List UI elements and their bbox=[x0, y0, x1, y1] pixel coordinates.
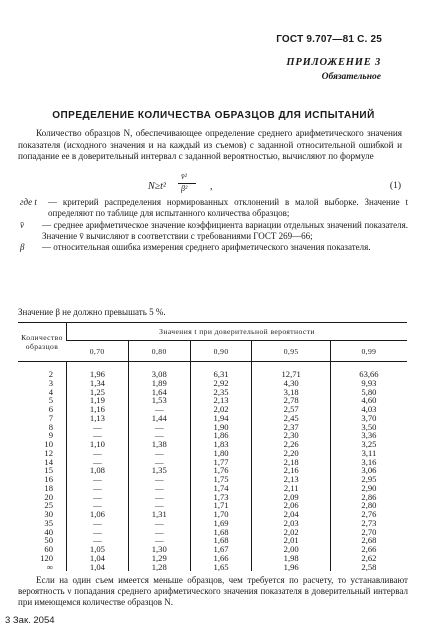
t-value-cell: 2,04 bbox=[252, 510, 330, 519]
t-value-cell: — bbox=[67, 519, 129, 528]
t-value-cell: 1,06 bbox=[67, 510, 129, 519]
t-value-cell: — bbox=[128, 528, 190, 537]
t-value-cell: 2,95 bbox=[330, 475, 407, 484]
t-value-cell: 9,93 bbox=[330, 379, 407, 388]
t-value-cell: — bbox=[128, 449, 190, 458]
t-value-cell: 1,28 bbox=[128, 563, 190, 572]
sample-count-cell: 9 bbox=[48, 430, 53, 441]
t-value-cell: 1,74 bbox=[190, 484, 252, 493]
t-value-cell: 1,25 bbox=[67, 388, 129, 397]
t-value-cell: 2,35 bbox=[190, 388, 252, 397]
t-value-cell: — bbox=[128, 405, 190, 414]
definition-text: — критерий распределения нормированных отклонений в малой выборке. Значение t определяют по таблице для испытанного количества образцов; bbox=[48, 197, 408, 219]
sample-count-cell: 8 bbox=[48, 421, 53, 432]
definition-item bbox=[18, 220, 408, 243]
t-value-cell: — bbox=[128, 458, 190, 467]
t-value-cell: 1,05 bbox=[67, 545, 129, 554]
sample-count-cell: 50 bbox=[44, 535, 53, 546]
t-value-cell: 2,11 bbox=[252, 484, 330, 493]
print-order-note: 3 Зак. 2054 bbox=[5, 615, 55, 626]
t-value-cell: 1,04 bbox=[67, 563, 129, 572]
formula-number: (1) bbox=[389, 181, 401, 191]
col-header-probability: 0,99 bbox=[330, 341, 407, 362]
t-value-cell: 1,96 bbox=[67, 362, 129, 379]
t-value-cell: 2,57 bbox=[252, 405, 330, 414]
t-value-cell: 3,11 bbox=[330, 449, 407, 458]
t-value-cell: 1,13 bbox=[67, 414, 129, 423]
t-value-cell: 1,83 bbox=[190, 440, 252, 449]
formula-comma: , bbox=[210, 181, 213, 192]
t-value-cell: 2,20 bbox=[252, 449, 330, 458]
t-value-cell: 2,02 bbox=[190, 405, 252, 414]
t-value-cell: 1,65 bbox=[190, 563, 252, 572]
sample-count-cell: 6 bbox=[48, 404, 53, 414]
t-value-cell: 1,34 bbox=[67, 379, 129, 388]
sample-count-cell: 120 bbox=[40, 552, 53, 563]
t-value-cell: 2,26 bbox=[252, 440, 330, 449]
sample-count-cell: 30 bbox=[44, 509, 53, 519]
t-value-cell: 4,30 bbox=[252, 379, 330, 388]
t-value-cell: — bbox=[67, 449, 129, 458]
t-value-cell: 1,94 bbox=[190, 414, 252, 423]
t-value-cell: 12,71 bbox=[252, 362, 330, 379]
sample-count-cell: 15 bbox=[44, 465, 53, 476]
t-value-cell: 1,30 bbox=[128, 545, 190, 554]
t-value-cell: 3,25 bbox=[330, 440, 407, 449]
t-value-cell: — bbox=[128, 536, 190, 545]
col-header-probability: 0,80 bbox=[128, 341, 190, 362]
t-value-cell: 2,13 bbox=[190, 396, 252, 405]
t-value-cell: — bbox=[128, 501, 190, 510]
definition-text: — относительная ошибка измерения среднего арифметического значения показателя. bbox=[42, 242, 371, 253]
formula-numerator: v̄² bbox=[181, 172, 187, 181]
t-values-table bbox=[18, 322, 407, 571]
table-row bbox=[18, 362, 407, 379]
sample-count-cell: 20 bbox=[44, 491, 53, 502]
t-value-cell: 2,73 bbox=[330, 519, 407, 528]
t-value-cell: 1,19 bbox=[67, 396, 129, 405]
t-value-cell: 2,66 bbox=[330, 545, 407, 554]
t-value-cell: 4,60 bbox=[330, 396, 407, 405]
t-value-cell: 2,70 bbox=[330, 528, 407, 537]
definition-item bbox=[18, 197, 408, 220]
t-value-cell: 1,53 bbox=[128, 396, 190, 405]
table-row bbox=[18, 458, 407, 467]
t-value-cell: 1,76 bbox=[190, 466, 252, 475]
table-row bbox=[18, 501, 407, 510]
t-value-cell: 1,89 bbox=[128, 379, 190, 388]
t-value-cell: 3,36 bbox=[330, 431, 407, 440]
t-value-cell: — bbox=[128, 423, 190, 432]
t-value-cell: 3,18 bbox=[252, 388, 330, 397]
t-value-cell: 1,66 bbox=[190, 554, 252, 563]
table-row bbox=[18, 545, 407, 554]
t-value-cell: — bbox=[67, 493, 129, 502]
t-value-cell: 1,68 bbox=[190, 528, 252, 537]
table-row bbox=[18, 554, 407, 563]
t-value-cell: 1,80 bbox=[190, 449, 252, 458]
t-value-cell: 1,75 bbox=[190, 475, 252, 484]
t-value-cell: 1,31 bbox=[128, 510, 190, 519]
t-value-cell: 2,30 bbox=[252, 431, 330, 440]
intro-paragraph: Количество образцов N, обеспечивающее определение среднего арифметического значения показателя (исходного значения и на каждый из съемов) с заданной относительной ошибкой и попадание ее в доверительный интервал с заданной вероятностью, вычисляют по формуле bbox=[18, 128, 402, 161]
table-row bbox=[18, 536, 407, 545]
t-value-cell: — bbox=[128, 484, 190, 493]
table-row bbox=[18, 563, 407, 572]
t-value-cell: — bbox=[67, 458, 129, 467]
t-value-cell: 2,78 bbox=[252, 396, 330, 405]
sample-count-cell: 4 bbox=[48, 386, 53, 397]
t-value-cell: — bbox=[128, 431, 190, 440]
table-row bbox=[18, 449, 407, 458]
definition-text: — среднее арифметическое значение коэффициента вариации отдельных значений показателя. Значение v̄ вычисляют в соответствии с требованиями ГОСТ 269—66; bbox=[42, 219, 408, 241]
definition-symbol: v̄ bbox=[20, 219, 24, 230]
t-value-cell: 3,70 bbox=[330, 414, 407, 423]
t-value-cell: 2,13 bbox=[252, 475, 330, 484]
sample-count-cell: 35 bbox=[44, 517, 53, 528]
table-row bbox=[18, 414, 407, 423]
t-value-cell: 2,16 bbox=[252, 466, 330, 475]
t-value-cell: 2,09 bbox=[252, 493, 330, 502]
table-row bbox=[18, 379, 407, 388]
t-value-cell: 1,67 bbox=[190, 545, 252, 554]
t-value-cell: — bbox=[128, 519, 190, 528]
t-value-cell: 1,08 bbox=[67, 466, 129, 475]
t-value-cell: 2,68 bbox=[330, 536, 407, 545]
col-header-probability: 0,90 bbox=[190, 341, 252, 362]
t-value-cell: 1,71 bbox=[190, 501, 252, 510]
sample-count-cell: 3 bbox=[48, 377, 53, 388]
t-value-cell: 1,16 bbox=[67, 405, 129, 414]
formula-lhs: N≥t² bbox=[148, 181, 166, 192]
col-header-group: Значения t при доверительной вероятности bbox=[67, 323, 408, 341]
t-value-cell: 2,80 bbox=[330, 501, 407, 510]
t-value-cell: 1,29 bbox=[128, 554, 190, 563]
t-value-cell: 2,86 bbox=[330, 493, 407, 502]
t-value-cell: 2,90 bbox=[330, 484, 407, 493]
t-value-cell: 1,70 bbox=[190, 510, 252, 519]
sample-count-cell: 2 bbox=[48, 369, 53, 379]
t-value-cell: 1,38 bbox=[128, 440, 190, 449]
sample-count-cell: 25 bbox=[44, 500, 53, 511]
t-value-cell: 2,92 bbox=[190, 379, 252, 388]
sample-count-cell: 18 bbox=[44, 482, 53, 493]
table-row bbox=[18, 405, 407, 414]
t-value-cell: 1,96 bbox=[252, 563, 330, 572]
t-value-cell: 2,45 bbox=[252, 414, 330, 423]
t-value-cell: — bbox=[67, 423, 129, 432]
t-value-cell: 1,68 bbox=[190, 536, 252, 545]
t-value-cell: 63,66 bbox=[330, 362, 407, 379]
t-value-cell: 1,69 bbox=[190, 519, 252, 528]
standard-page-header: ГОСТ 9.707—81 С. 25 bbox=[276, 34, 382, 45]
appendix-label: ПРИЛОЖЕНИЕ 3 bbox=[286, 57, 381, 68]
t-value-cell: 2,00 bbox=[252, 545, 330, 554]
t-value-cell: 2,62 bbox=[330, 554, 407, 563]
table-row bbox=[18, 475, 407, 484]
table-row bbox=[18, 431, 407, 440]
table-row bbox=[18, 466, 407, 475]
t-value-cell: 1,35 bbox=[128, 466, 190, 475]
t-value-cell: 1,10 bbox=[67, 440, 129, 449]
table-row bbox=[18, 493, 407, 502]
sample-count-cell: 12 bbox=[44, 447, 53, 458]
t-value-cell: 2,76 bbox=[330, 510, 407, 519]
section-title: ОПРЕДЕЛЕНИЕ КОЛИЧЕСТВА ОБРАЗЦОВ ДЛЯ ИСПЫТАНИЙ bbox=[52, 110, 375, 121]
t-value-cell: 1,64 bbox=[128, 388, 190, 397]
t-value-cell: 6,31 bbox=[190, 362, 252, 379]
table-row bbox=[18, 528, 407, 537]
sample-count-cell: 16 bbox=[44, 474, 53, 484]
table-row bbox=[18, 519, 407, 528]
t-value-cell: 5,80 bbox=[330, 388, 407, 397]
definition-symbol: где t bbox=[20, 197, 37, 207]
t-value-cell: — bbox=[67, 501, 129, 510]
t-value-cell: 1,44 bbox=[128, 414, 190, 423]
t-value-cell: 1,98 bbox=[252, 554, 330, 563]
table-row bbox=[18, 396, 407, 405]
definition-symbol: β bbox=[20, 242, 25, 253]
col-header-sample-count: Количество образцов bbox=[18, 323, 67, 362]
formula-denominator: β² bbox=[181, 184, 188, 193]
table-row bbox=[18, 388, 407, 397]
t-value-cell: — bbox=[67, 536, 129, 545]
t-value-cell: 2,58 bbox=[330, 563, 407, 572]
appendix-status: Обязательное bbox=[321, 72, 381, 82]
table-row bbox=[18, 423, 407, 432]
footer-paragraph: Если на один съем имеется меньше образцов, чем требуется по расчету, то устанавливают вероятность ν попадания среднего арифметического значения показателя в доверительный интервал при имеющемся количестве образцов N. bbox=[18, 575, 408, 607]
t-value-cell: 2,02 bbox=[252, 528, 330, 537]
t-value-cell: 3,06 bbox=[330, 466, 407, 475]
t-value-cell: 4,03 bbox=[330, 405, 407, 414]
col-header-probability: 0,95 bbox=[252, 341, 330, 362]
sample-count-cell: 60 bbox=[44, 544, 53, 554]
t-value-cell: — bbox=[128, 475, 190, 484]
t-value-cell: 2,03 bbox=[252, 519, 330, 528]
t-value-cell: 2,18 bbox=[252, 458, 330, 467]
t-value-cell: 3,50 bbox=[330, 423, 407, 432]
t-value-cell: — bbox=[128, 493, 190, 502]
t-value-cell: 2,01 bbox=[252, 536, 330, 545]
col-header-probability: 0,70 bbox=[67, 341, 129, 362]
t-value-cell: 1,86 bbox=[190, 431, 252, 440]
t-value-cell: 1,04 bbox=[67, 554, 129, 563]
t-value-cell: — bbox=[67, 528, 129, 537]
t-value-cell: 3,16 bbox=[330, 458, 407, 467]
sample-count-cell: 14 bbox=[44, 456, 53, 467]
definition-item bbox=[18, 242, 408, 253]
sample-count-cell: 5 bbox=[48, 395, 53, 406]
t-value-cell: 1,77 bbox=[190, 458, 252, 467]
t-value-cell: — bbox=[67, 431, 129, 440]
table-row bbox=[18, 440, 407, 449]
table-row bbox=[18, 484, 407, 493]
t-value-cell: — bbox=[67, 475, 129, 484]
table-row bbox=[18, 510, 407, 519]
t-value-cell: 1,73 bbox=[190, 493, 252, 502]
t-value-cell: 2,06 bbox=[252, 501, 330, 510]
sample-count-cell: 40 bbox=[44, 526, 53, 537]
t-value-cell: — bbox=[67, 484, 129, 493]
t-value-cell: 3,08 bbox=[128, 362, 190, 379]
sample-count-cell: ∞ bbox=[46, 561, 53, 572]
sample-count-cell: 7 bbox=[48, 412, 53, 423]
beta-note: Значение β не должно превышать 5 %. bbox=[18, 307, 166, 317]
definitions-list bbox=[18, 197, 408, 253]
t-value-cell: 1,90 bbox=[190, 423, 252, 432]
sample-count-cell: 10 bbox=[44, 439, 53, 449]
t-value-cell: 2,37 bbox=[252, 423, 330, 432]
